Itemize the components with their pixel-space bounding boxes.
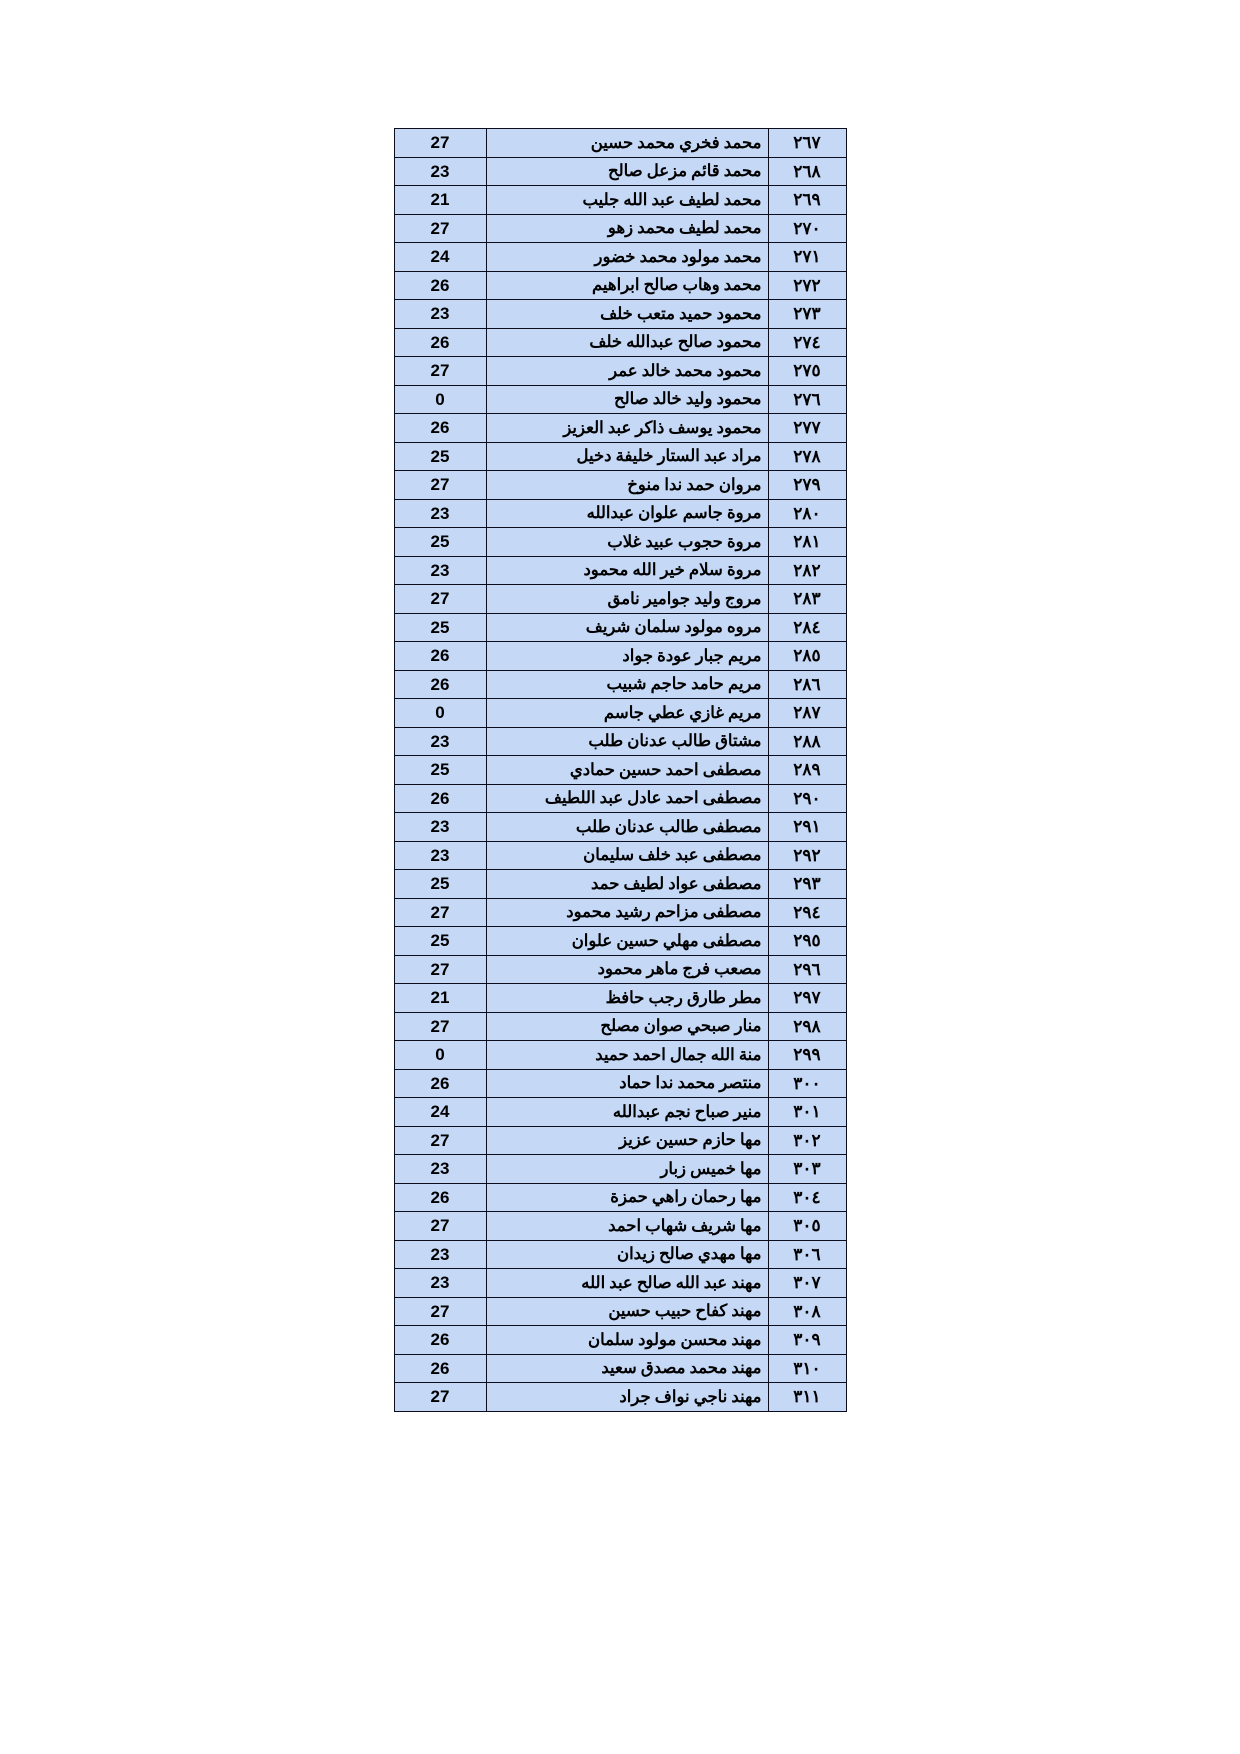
cell-score: 27 (394, 471, 486, 500)
cell-score: 26 (394, 1183, 486, 1212)
cell-candidate-name: محمود وليد خالد صالح (486, 385, 768, 414)
cell-candidate-name: مصطفى عواد لطيف حمد (486, 870, 768, 899)
cell-serial-number: ٢٩٣ (768, 870, 846, 899)
cell-serial-number: ٣٠٧ (768, 1269, 846, 1298)
cell-score: 23 (394, 841, 486, 870)
table-row (394, 1126, 846, 1155)
cell-serial-number: ٢٩٨ (768, 1012, 846, 1041)
table-row (394, 1098, 846, 1127)
cell-serial-number: ٣٠١ (768, 1098, 846, 1127)
cell-serial-number: ٢٧٣ (768, 300, 846, 329)
table-row (394, 1269, 846, 1298)
cell-candidate-name: منار صبحي صوان مصلح (486, 1012, 768, 1041)
cell-candidate-name: مطر طارق رجب حافظ (486, 984, 768, 1013)
table-row (394, 414, 846, 443)
cell-candidate-name: منتصر محمد ندا حماد (486, 1069, 768, 1098)
table-row (394, 756, 846, 785)
cell-score: 23 (394, 300, 486, 329)
table-row (394, 1012, 846, 1041)
cell-candidate-name: مها رحمان راهي حمزة (486, 1183, 768, 1212)
cell-score: 0 (394, 385, 486, 414)
cell-score: 27 (394, 129, 486, 158)
table-row (394, 157, 846, 186)
table-row (394, 670, 846, 699)
cell-score: 26 (394, 414, 486, 443)
table-row (394, 1041, 846, 1070)
cell-candidate-name: مهند محمد مصدق سعيد (486, 1354, 768, 1383)
cell-candidate-name: مهند محسن مولود سلمان (486, 1326, 768, 1355)
cell-score: 26 (394, 1354, 486, 1383)
cell-score: 25 (394, 756, 486, 785)
cell-score: 25 (394, 528, 486, 557)
cell-serial-number: ٢٦٩ (768, 186, 846, 215)
cell-candidate-name: مروج وليد جوامير نامق (486, 585, 768, 614)
cell-candidate-name: مها حازم حسين عزيز (486, 1126, 768, 1155)
table-row (394, 927, 846, 956)
cell-score: 26 (394, 670, 486, 699)
table-row (394, 357, 846, 386)
cell-score: 27 (394, 1212, 486, 1241)
cell-serial-number: ٣٠٠ (768, 1069, 846, 1098)
table-row (394, 214, 846, 243)
cell-candidate-name: مريم حامد حاجم شبيب (486, 670, 768, 699)
cell-serial-number: ٣٠٨ (768, 1297, 846, 1326)
cell-score: 23 (394, 727, 486, 756)
cell-candidate-name: منة الله جمال احمد حميد (486, 1041, 768, 1070)
cell-serial-number: ٢٨٩ (768, 756, 846, 785)
table-row (394, 1354, 846, 1383)
table-row (394, 784, 846, 813)
cell-serial-number: ٣٠٦ (768, 1240, 846, 1269)
cell-serial-number: ٣٠٤ (768, 1183, 846, 1212)
cell-serial-number: ٢٩٩ (768, 1041, 846, 1070)
cell-score: 26 (394, 271, 486, 300)
cell-score: 27 (394, 357, 486, 386)
table-row (394, 186, 846, 215)
table-row (394, 1183, 846, 1212)
cell-score: 26 (394, 642, 486, 671)
cell-score: 21 (394, 186, 486, 215)
cell-serial-number: ٢٨٧ (768, 699, 846, 728)
table-row (394, 898, 846, 927)
table-row (394, 1069, 846, 1098)
cell-serial-number: ٢٨٤ (768, 613, 846, 642)
cell-candidate-name: مصطفى طالب عدنان طلب (486, 813, 768, 842)
table-row (394, 955, 846, 984)
cell-candidate-name: محمد مولود محمد خضور (486, 243, 768, 272)
table-row (394, 613, 846, 642)
cell-candidate-name: محمود صالح عبدالله خلف (486, 328, 768, 357)
cell-serial-number: ٢٧٥ (768, 357, 846, 386)
cell-score: 27 (394, 955, 486, 984)
cell-serial-number: ٣٠٣ (768, 1155, 846, 1184)
table-row (394, 841, 846, 870)
table-row (394, 385, 846, 414)
cell-serial-number: ٢٧٦ (768, 385, 846, 414)
cell-score: 26 (394, 1326, 486, 1355)
cell-candidate-name: مها خميس زبار (486, 1155, 768, 1184)
table-row (394, 471, 846, 500)
cell-candidate-name: مها شريف شهاب احمد (486, 1212, 768, 1241)
cell-serial-number: ٢٧٨ (768, 442, 846, 471)
cell-score: 27 (394, 585, 486, 614)
table-row (394, 129, 846, 158)
cell-score: 21 (394, 984, 486, 1013)
cell-serial-number: ٢٩٧ (768, 984, 846, 1013)
cell-candidate-name: مروة جاسم علوان عبدالله (486, 499, 768, 528)
cell-candidate-name: مشتاق طالب عدنان طلب (486, 727, 768, 756)
cell-serial-number: ٢٩١ (768, 813, 846, 842)
table-row (394, 585, 846, 614)
cell-serial-number: ٢٩٢ (768, 841, 846, 870)
cell-score: 25 (394, 613, 486, 642)
cell-candidate-name: مهند كفاح حبيب حسين (486, 1297, 768, 1326)
table-row (394, 499, 846, 528)
table-row (394, 442, 846, 471)
cell-serial-number: ٢٨٢ (768, 556, 846, 585)
names-scores-table (394, 128, 847, 1412)
cell-score: 23 (394, 1269, 486, 1298)
cell-score: 27 (394, 1297, 486, 1326)
cell-score: 26 (394, 784, 486, 813)
cell-candidate-name: محمود محمد خالد عمر (486, 357, 768, 386)
cell-candidate-name: محمد قائم مزعل صالح (486, 157, 768, 186)
cell-score: 27 (394, 214, 486, 243)
cell-score: 27 (394, 1012, 486, 1041)
cell-candidate-name: محمد لطيف محمد زهو (486, 214, 768, 243)
cell-score: 24 (394, 1098, 486, 1127)
cell-score: 27 (394, 1383, 486, 1412)
cell-candidate-name: محمود حميد متعب خلف (486, 300, 768, 329)
cell-candidate-name: مروة سلام خير الله محمود (486, 556, 768, 585)
cell-score: 25 (394, 870, 486, 899)
cell-candidate-name: مريم غازي عطي جاسم (486, 699, 768, 728)
cell-score: 27 (394, 898, 486, 927)
cell-serial-number: ٢٧٩ (768, 471, 846, 500)
cell-candidate-name: مراد عبد الستار خليفة دخيل (486, 442, 768, 471)
table-body (394, 129, 846, 1412)
cell-candidate-name: مهند عبد الله صالح عبد الله (486, 1269, 768, 1298)
cell-serial-number: ٢٧٤ (768, 328, 846, 357)
table-row (394, 1155, 846, 1184)
cell-score: 26 (394, 1069, 486, 1098)
table-row (394, 328, 846, 357)
cell-score: 26 (394, 328, 486, 357)
table-row (394, 300, 846, 329)
cell-candidate-name: مصطفى احمد حسين حمادي (486, 756, 768, 785)
table-row (394, 271, 846, 300)
cell-score: 0 (394, 1041, 486, 1070)
cell-serial-number: ٢٩٥ (768, 927, 846, 956)
cell-score: 25 (394, 442, 486, 471)
table-row (394, 528, 846, 557)
table-row (394, 1326, 846, 1355)
table-row (394, 870, 846, 899)
table-row (394, 556, 846, 585)
table-row (394, 1240, 846, 1269)
cell-score: 0 (394, 699, 486, 728)
cell-serial-number: ٢٨٨ (768, 727, 846, 756)
cell-serial-number: ٢٨١ (768, 528, 846, 557)
cell-serial-number: ٢٩٤ (768, 898, 846, 927)
cell-score: 25 (394, 927, 486, 956)
cell-candidate-name: محمد وهاب صالح ابراهيم (486, 271, 768, 300)
cell-score: 27 (394, 1126, 486, 1155)
cell-serial-number: ٢٦٧ (768, 129, 846, 158)
cell-candidate-name: مها مهدي صالح زيدان (486, 1240, 768, 1269)
cell-score: 23 (394, 556, 486, 585)
cell-candidate-name: محمد فخري محمد حسين (486, 129, 768, 158)
cell-serial-number: ٢٨٣ (768, 585, 846, 614)
cell-candidate-name: مصطفى احمد عادل عبد اللطيف (486, 784, 768, 813)
cell-serial-number: ٢٧١ (768, 243, 846, 272)
cell-serial-number: ٣٠٢ (768, 1126, 846, 1155)
cell-serial-number: ٢٩٦ (768, 955, 846, 984)
cell-serial-number: ٢٧٢ (768, 271, 846, 300)
cell-candidate-name: مصطفى عبد خلف سليمان (486, 841, 768, 870)
cell-candidate-name: مصعب فرج ماهر محمود (486, 955, 768, 984)
cell-candidate-name: منير صباح نجم عبدالله (486, 1098, 768, 1127)
cell-candidate-name: مهند ناجي نواف جراد (486, 1383, 768, 1412)
table-row (394, 243, 846, 272)
cell-serial-number: ٣٠٩ (768, 1326, 846, 1355)
cell-serial-number: ٢٨٦ (768, 670, 846, 699)
cell-candidate-name: محمد لطيف عبد الله جليب (486, 186, 768, 215)
table-row (394, 984, 846, 1013)
cell-candidate-name: مريم جبار عودة جواد (486, 642, 768, 671)
cell-score: 23 (394, 157, 486, 186)
cell-serial-number: ٢٩٠ (768, 784, 846, 813)
table-row (394, 727, 846, 756)
table-row (394, 813, 846, 842)
table-row (394, 1383, 846, 1412)
cell-serial-number: ٢٨٠ (768, 499, 846, 528)
cell-candidate-name: مروة حجوب عبيد غلاب (486, 528, 768, 557)
cell-score: 23 (394, 499, 486, 528)
cell-serial-number: ٣٠٥ (768, 1212, 846, 1241)
cell-score: 23 (394, 1155, 486, 1184)
cell-candidate-name: مصطفى مزاحم رشيد محمود (486, 898, 768, 927)
cell-serial-number: ٣١٠ (768, 1354, 846, 1383)
table-row (394, 1297, 846, 1326)
table-row (394, 1212, 846, 1241)
cell-candidate-name: مصطفى مهلي حسين علوان (486, 927, 768, 956)
cell-serial-number: ٢٧٠ (768, 214, 846, 243)
cell-score: 23 (394, 813, 486, 842)
cell-serial-number: ٣١١ (768, 1383, 846, 1412)
cell-serial-number: ٢٦٨ (768, 157, 846, 186)
cell-score: 24 (394, 243, 486, 272)
table-row (394, 642, 846, 671)
cell-serial-number: ٢٨٥ (768, 642, 846, 671)
table-row (394, 699, 846, 728)
cell-candidate-name: محمود يوسف ذاكر عبد العزيز (486, 414, 768, 443)
cell-candidate-name: مروان حمد ندا منوخ (486, 471, 768, 500)
cell-serial-number: ٢٧٧ (768, 414, 846, 443)
cell-score: 23 (394, 1240, 486, 1269)
cell-candidate-name: مروه مولود سلمان شريف (486, 613, 768, 642)
